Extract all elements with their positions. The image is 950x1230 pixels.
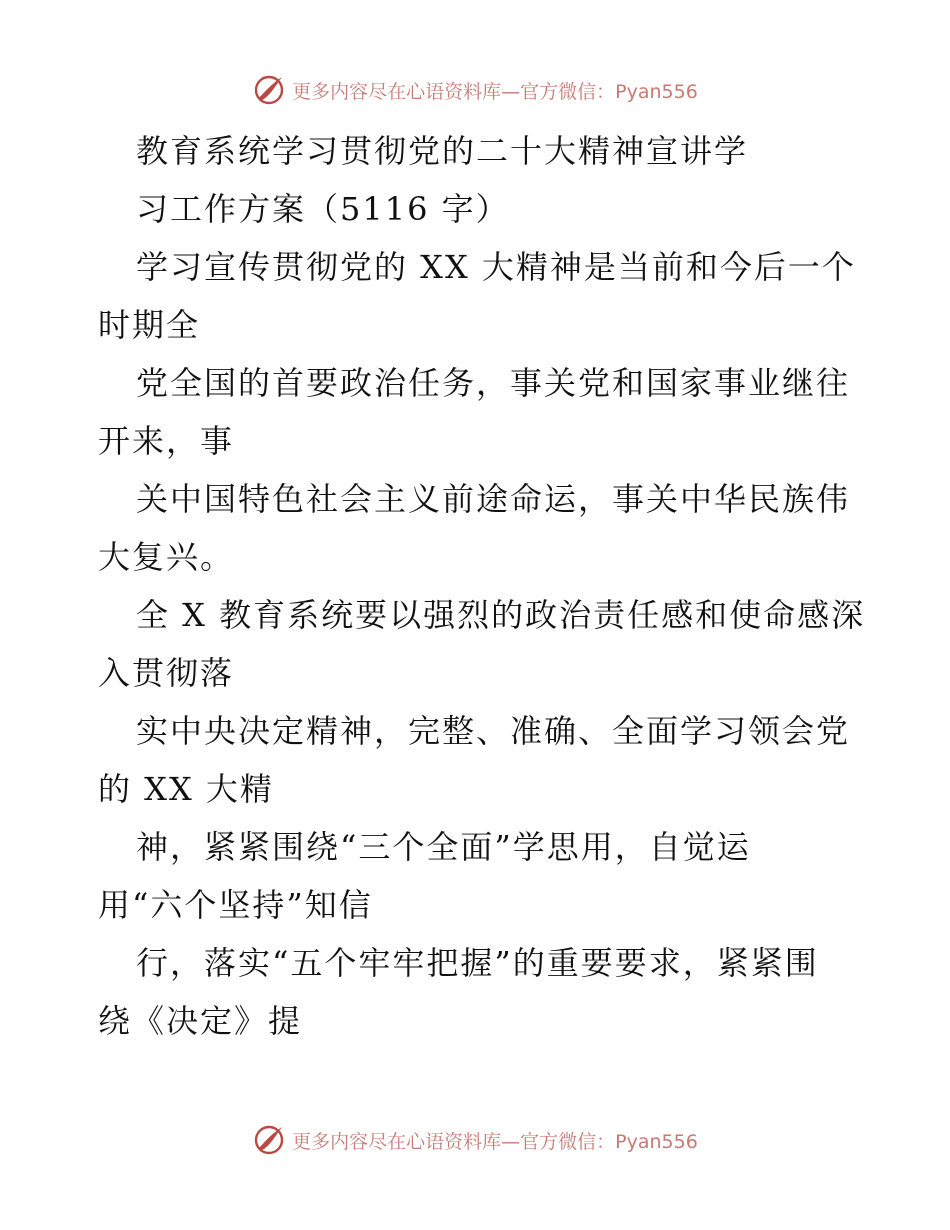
document-line: 关中国特色社会主义前途命运，事关中华民族伟: [136, 480, 851, 518]
document-line: 绕《决定》提: [98, 1002, 303, 1040]
document-line: 时期全: [98, 306, 201, 344]
document-line: 开来，事: [98, 422, 235, 460]
document-line: 习工作方案（5116 字）: [136, 190, 510, 228]
document-line: 大复兴。: [98, 538, 235, 576]
document-line: 的 XX 大精: [98, 770, 274, 808]
document-body: [98, 122, 866, 1050]
feather-pen-logo-icon: [252, 1123, 286, 1157]
document-line: 神，紧紧围绕“三个全面”学思用，自觉运: [136, 828, 751, 866]
footer-banner-text: 更多内容尽在心语资料库—官方微信：Pyan556: [292, 1130, 698, 1153]
document-line: 用“六个坚持”知信: [98, 886, 373, 924]
document-line: 学习宣传贯彻党的 XX 大精神是当前和今后一个: [136, 248, 856, 286]
document-line: 全 X 教育系统要以强烈的政治责任感和使命感深: [136, 596, 866, 634]
header-banner: [0, 70, 950, 110]
document-line: 教育系统学习贯彻党的二十大精神宣讲学: [136, 132, 749, 170]
header-banner-text: 更多内容尽在心语资料库—官方微信：Pyan556: [292, 80, 698, 103]
document-line: 行，落实“五个牢牢把握”的重要要求，紧紧围: [136, 944, 819, 982]
document-line: 实中央决定精神，完整、准确、全面学习领会党: [136, 712, 851, 750]
footer-banner: [0, 1120, 950, 1160]
document-line: 党全国的首要政治任务，事关党和国家事业继往: [136, 364, 851, 402]
document-line: 入贯彻落: [98, 654, 235, 692]
feather-pen-logo-icon: [252, 73, 286, 107]
